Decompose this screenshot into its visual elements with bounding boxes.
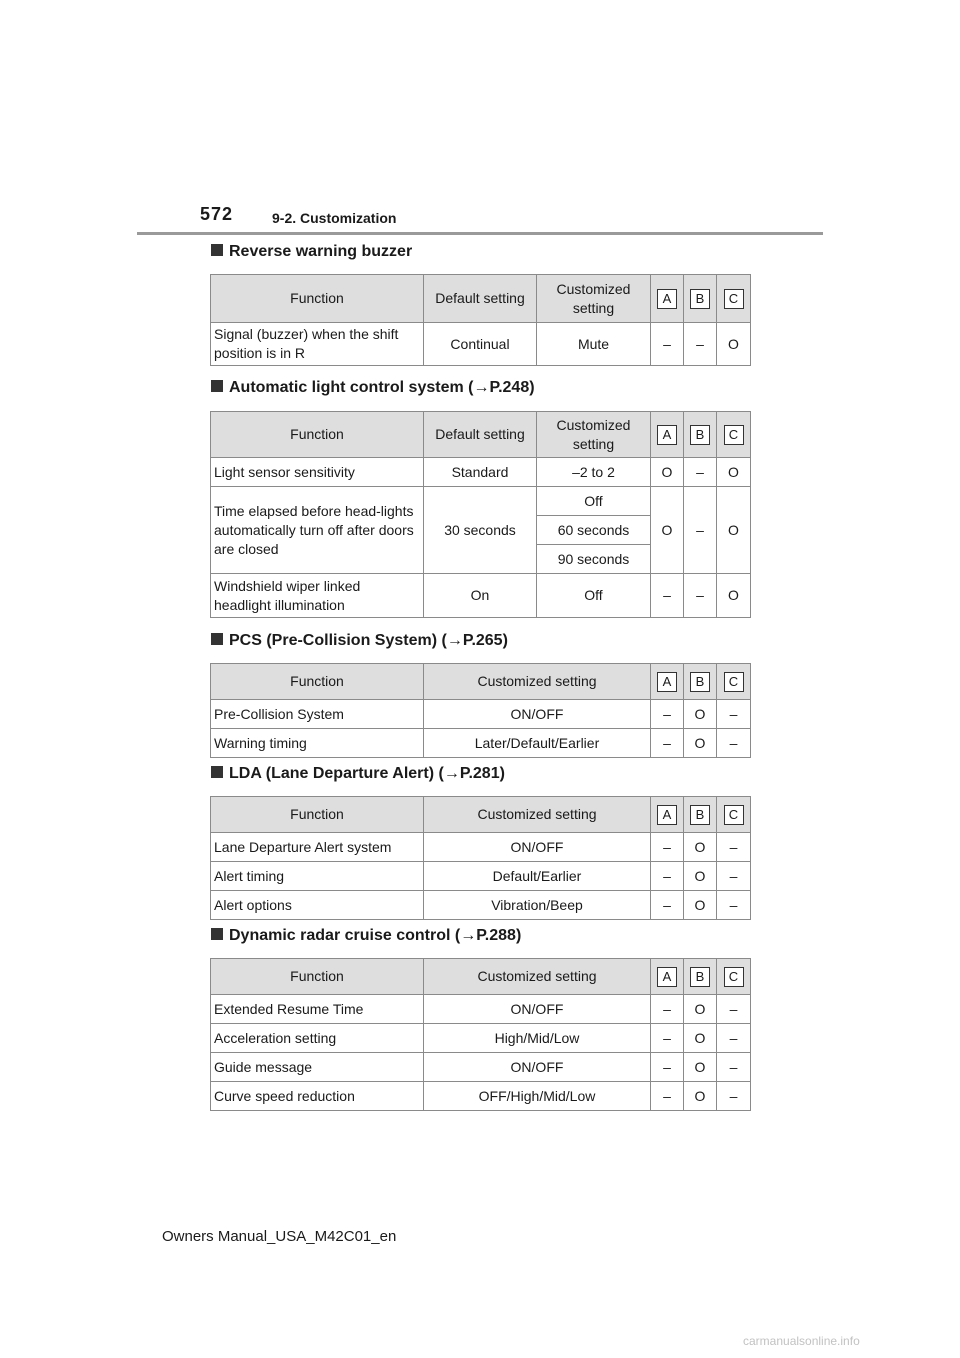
heading-pcs: PCS (Pre-Collision System) (→P.265): [211, 632, 508, 650]
square-bullet-icon: [211, 633, 223, 645]
col-c-badge: C: [724, 967, 744, 987]
col-function: Function: [211, 412, 424, 458]
table-automatic-light-control: [210, 411, 751, 618]
table-row: Warning timing Later/Default/Earlier – O –: [211, 729, 751, 758]
arrow-icon: →: [460, 927, 477, 944]
table-row: Windshield wiper linked headlight illumination On Off – – O: [211, 574, 751, 618]
col-b-badge: B: [690, 805, 710, 825]
col-a-badge: A: [657, 425, 677, 445]
watermark: carmanualsonline.info: [743, 1334, 860, 1348]
page-reference-link[interactable]: P.281): [459, 765, 505, 782]
col-customized-setting: Customized setting: [424, 797, 651, 833]
arrow-icon: →: [446, 632, 463, 649]
page-reference-link[interactable]: P.265): [462, 632, 508, 649]
table-row: Alert options Vibration/Beep – O –: [211, 891, 751, 920]
arrow-icon: →: [473, 379, 490, 396]
col-customized-setting: Customized setting: [537, 275, 651, 323]
page-number: 572: [200, 204, 234, 224]
square-bullet-icon: [211, 766, 223, 778]
col-default-setting: Default setting: [424, 275, 537, 323]
col-b-badge: B: [690, 967, 710, 987]
col-a-badge: A: [657, 289, 677, 309]
table-row: Pre-Collision System ON/OFF – O –: [211, 700, 751, 729]
col-customized-setting: Customized setting: [424, 959, 651, 995]
table-pcs: [210, 663, 751, 758]
table-row: Extended Resume Time ON/OFF – O –: [211, 995, 751, 1024]
header-rule: [137, 232, 823, 235]
table-row: Lane Departure Alert system ON/OFF – O –: [211, 833, 751, 862]
arrow-icon: →: [443, 765, 460, 782]
col-b-badge: B: [690, 425, 710, 445]
footer-doc-id: Owners Manual_USA_M42C01_en: [162, 1228, 397, 1245]
table-header-row: [211, 412, 751, 458]
table-row: Alert timing Default/Earlier – O –: [211, 862, 751, 891]
square-bullet-icon: [211, 244, 223, 256]
col-function: Function: [211, 959, 424, 995]
page-reference-link[interactable]: P.288): [476, 927, 522, 944]
table-row: Time elapsed before head-lights automatically turn off after doors are closed 30 seconds Off O – O: [211, 487, 751, 516]
table-row: Acceleration setting High/Mid/Low – O –: [211, 1024, 751, 1053]
col-b-badge: B: [690, 672, 710, 692]
col-c-badge: C: [724, 289, 744, 309]
col-a-badge: A: [657, 967, 677, 987]
square-bullet-icon: [211, 928, 223, 940]
col-default-setting: Default setting: [424, 412, 537, 458]
col-function: Function: [211, 275, 424, 323]
col-a-badge: A: [657, 672, 677, 692]
table-lda: [210, 796, 751, 920]
table-row: Light sensor sensitivity Standard –2 to 2 O – O: [211, 458, 751, 487]
table-header-row: [211, 959, 751, 995]
heading-automatic-light-control: Automatic light control system (→P.248): [211, 379, 535, 397]
table-dynamic-radar-cruise-control: [210, 958, 751, 1111]
table-reverse-warning-buzzer: [210, 274, 751, 366]
col-c-badge: C: [724, 805, 744, 825]
col-customized-setting: Customized setting: [424, 664, 651, 700]
col-c-badge: C: [724, 425, 744, 445]
table-subrow: 60 seconds: [211, 516, 751, 545]
heading-reverse-warning-buzzer: Reverse warning buzzer: [211, 243, 412, 261]
table-row: Guide message ON/OFF – O –: [211, 1053, 751, 1082]
square-bullet-icon: [211, 380, 223, 392]
table-header-row: [211, 797, 751, 833]
table-header-row: [211, 275, 751, 323]
col-c-badge: C: [724, 672, 744, 692]
section-title: 9-2. Customization: [272, 210, 397, 226]
table-subrow: 90 seconds: [211, 545, 751, 574]
table-row: Signal (buzzer) when the shift position is in R Continual Mute – – O: [211, 323, 751, 366]
col-a-badge: A: [657, 805, 677, 825]
table-row: Curve speed reduction OFF/High/Mid/Low – O –: [211, 1082, 751, 1111]
heading-lda: LDA (Lane Departure Alert) (→P.281): [211, 765, 505, 783]
col-function: Function: [211, 664, 424, 700]
col-b-badge: B: [690, 289, 710, 309]
table-header-row: [211, 664, 751, 700]
col-customized-setting: Customized setting: [537, 412, 651, 458]
page-reference-link[interactable]: P.248): [489, 379, 535, 396]
col-function: Function: [211, 797, 424, 833]
heading-dynamic-radar-cruise-control: Dynamic radar cruise control (→P.288): [211, 927, 521, 945]
